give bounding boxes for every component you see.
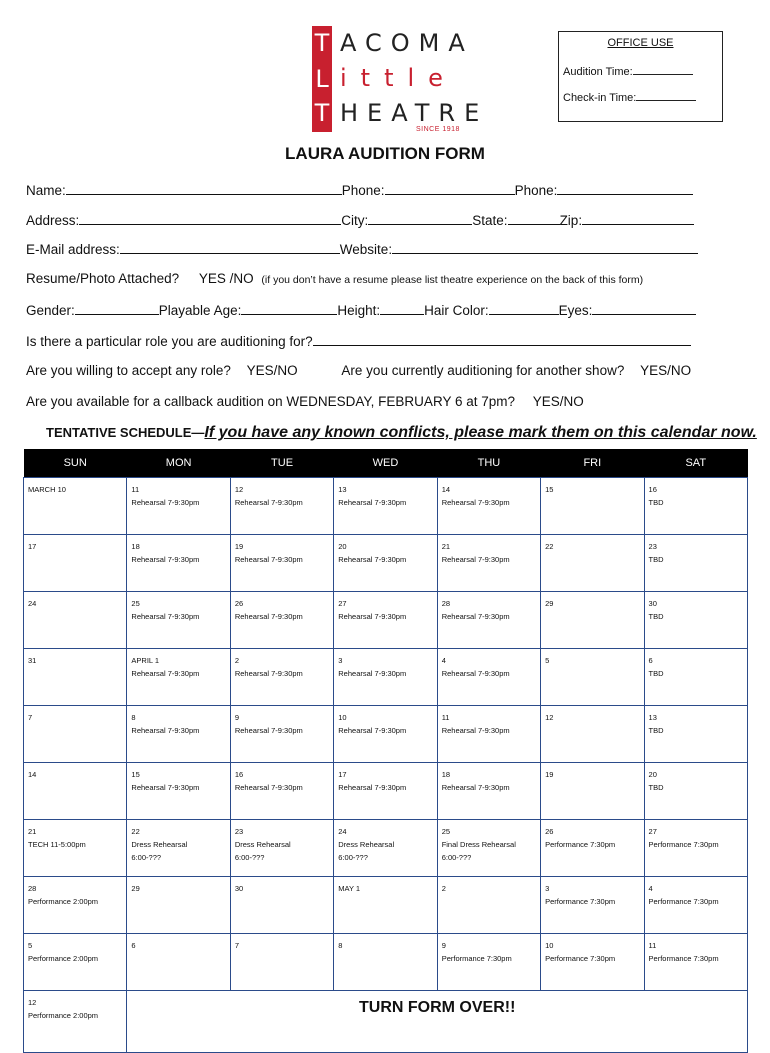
calendar-date: 15 xyxy=(131,770,140,779)
calendar-date: 2 xyxy=(441,884,446,893)
calendar-event: Performance 2:00pm xyxy=(28,1011,99,1020)
name-label: Name: xyxy=(26,183,66,198)
calendar-day-cell[interactable] xyxy=(541,877,644,934)
state-field[interactable] xyxy=(508,212,560,225)
any-role-yes-no[interactable]: YES/NO xyxy=(246,363,298,378)
calendar-day-cell[interactable] xyxy=(127,706,230,763)
schedule-label: TENTATIVE SCHEDULE— xyxy=(46,425,205,440)
calendar-day-cell[interactable] xyxy=(230,649,333,706)
calendar-date: 11 xyxy=(648,941,657,950)
calendar-event: Dress Rehearsal xyxy=(131,840,188,849)
city-field[interactable] xyxy=(368,212,472,225)
calendar-event: Final Dress Rehearsal xyxy=(441,840,516,849)
calendar-date: 26 xyxy=(234,599,244,608)
calendar-day-cell[interactable] xyxy=(24,991,127,1053)
calendar-day-cell[interactable] xyxy=(437,763,540,820)
calendar-week-row xyxy=(24,535,748,592)
calendar-event: TBD xyxy=(648,726,664,735)
checkin-time-label: Check-in Time: xyxy=(563,92,637,104)
calendar-event: Dress Rehearsal xyxy=(338,840,395,849)
calendar-event: Performance 7:30pm xyxy=(545,897,616,906)
state-label: State: xyxy=(472,213,508,228)
logo-since: SINCE 1918 xyxy=(416,126,460,133)
calendar-date: 22 xyxy=(131,827,140,836)
role-label: Is there a particular role you are auditioning for? xyxy=(26,334,313,349)
calendar-date: 29 xyxy=(545,599,554,608)
calendar-event: TBD xyxy=(648,783,664,792)
resume-row xyxy=(26,271,643,286)
any-role-row xyxy=(26,363,691,378)
calendar-event: Performance 2:00pm xyxy=(28,954,99,963)
calendar-event: TBD xyxy=(648,612,664,621)
calendar-day-cell[interactable] xyxy=(127,877,230,934)
calendar-date: 10 xyxy=(338,713,347,722)
calendar-date: 15 xyxy=(545,485,554,494)
calendar-event: Rehearsal 7-9:30pm xyxy=(441,498,510,507)
calendar-day-cell[interactable] xyxy=(541,934,644,991)
calendar-week-last xyxy=(24,991,748,1053)
calendar-date: 28 xyxy=(28,884,37,893)
calendar-date: MAY 1 xyxy=(338,884,361,893)
calendar-day-cell[interactable] xyxy=(541,649,644,706)
calendar-week-row xyxy=(24,763,748,820)
audition-time-line xyxy=(563,64,693,78)
calendar-week-row xyxy=(24,934,748,991)
playable-age-field[interactable] xyxy=(241,302,337,315)
calendar-day-cell[interactable] xyxy=(644,592,747,649)
calendar-day-cell[interactable] xyxy=(541,820,644,877)
calendar-day-cell[interactable] xyxy=(334,592,437,649)
calendar-date: 23 xyxy=(234,827,244,836)
calendar-date: 27 xyxy=(338,599,347,608)
calendar-date: 24 xyxy=(28,599,37,608)
calendar-event: Performance 7:30pm xyxy=(545,954,616,963)
calendar-date: 25 xyxy=(131,599,140,608)
calendar-header-row xyxy=(24,449,748,478)
calendar-date: 12 xyxy=(234,485,244,494)
calendar-date: 19 xyxy=(234,542,244,551)
calendar-day-cell[interactable] xyxy=(24,535,127,592)
calendar-date: 31 xyxy=(28,656,37,665)
callback-label: Are you available for a callback audition on WEDNESDAY, FEBRUARY 6 at 7pm? xyxy=(26,394,515,409)
day-header-mon: MON xyxy=(127,449,230,478)
calendar-day-cell[interactable] xyxy=(230,934,333,991)
calendar-event: TBD xyxy=(648,498,664,507)
resume-note: (if you don’t have a resume please list theatre experience on the back of this form) xyxy=(261,274,644,286)
calendar-date: 13 xyxy=(648,713,657,722)
calendar-day-cell[interactable] xyxy=(437,478,540,535)
calendar-event: Rehearsal 7-9:30pm xyxy=(338,669,407,678)
calendar-event: Rehearsal 7-9:30pm xyxy=(131,783,200,792)
height-field[interactable] xyxy=(380,302,424,315)
calendar-event: Rehearsal 7-9:30pm xyxy=(338,498,407,507)
calendar-event: Rehearsal 7-9:30pm xyxy=(441,726,510,735)
calendar-event: Rehearsal 7-9:30pm xyxy=(234,783,303,792)
calendar-date: 7 xyxy=(28,713,33,722)
schedule-calendar xyxy=(23,449,748,1053)
calendar-date: 20 xyxy=(338,542,347,551)
audition-time-field[interactable] xyxy=(633,64,693,75)
calendar-event: Performance 7:30pm xyxy=(545,840,616,849)
other-show-yes-no[interactable]: YES/NO xyxy=(640,363,692,378)
office-use-heading: OFFICE USE xyxy=(607,37,674,49)
calendar-day-cell[interactable] xyxy=(230,877,333,934)
logo-letter-l: L xyxy=(315,65,329,93)
height-label: Height: xyxy=(337,303,381,318)
calendar-event: Dress Rehearsal xyxy=(234,840,291,849)
calendar-day-cell[interactable] xyxy=(230,763,333,820)
calendar-event: Performance 2:00pm xyxy=(28,897,99,906)
resume-label: Resume/Photo Attached? xyxy=(26,271,180,286)
calendar-day-cell[interactable] xyxy=(127,478,230,535)
calendar-day-cell[interactable] xyxy=(127,763,230,820)
calendar-date: 10 xyxy=(545,941,554,950)
calendar-event: Rehearsal 7-9:30pm xyxy=(234,669,303,678)
calendar-day-cell[interactable] xyxy=(437,706,540,763)
calendar-date: 5 xyxy=(545,656,550,665)
calendar-event: Rehearsal 7-9:30pm xyxy=(234,612,303,621)
callback-yes-no[interactable]: YES/NO xyxy=(532,394,584,409)
calendar-day-cell[interactable] xyxy=(230,478,333,535)
calendar-event: Rehearsal 7-9:30pm xyxy=(131,612,200,621)
calendar-date: 8 xyxy=(131,713,136,722)
calendar-date: 28 xyxy=(441,599,451,608)
conflicts-instruction: If you have any known conflicts, please mark them on this calendar now. xyxy=(204,424,757,441)
calendar-event: Rehearsal 7-9:30pm xyxy=(234,498,303,507)
calendar-event: 6:00-??? xyxy=(441,853,472,862)
role-row xyxy=(26,333,691,349)
calendar-date: 29 xyxy=(131,884,140,893)
calendar-date: 4 xyxy=(648,884,653,893)
calendar-date: 11 xyxy=(441,713,450,722)
calendar-day-cell[interactable] xyxy=(24,592,127,649)
eyes-label: Eyes: xyxy=(558,303,593,318)
calendar-date: 23 xyxy=(648,542,657,551)
logo-red-bar xyxy=(312,26,332,132)
calendar-day-cell[interactable] xyxy=(541,535,644,592)
phone-label: Phone: xyxy=(341,183,385,198)
calendar-day-cell[interactable] xyxy=(24,877,127,934)
theatre-logo xyxy=(312,22,489,140)
calendar-date: 14 xyxy=(28,770,37,779)
calendar-date: 30 xyxy=(234,884,244,893)
calendar-day-cell[interactable] xyxy=(334,820,437,877)
city-label: City: xyxy=(341,213,369,228)
calendar-date: 3 xyxy=(545,884,550,893)
calendar-date: 16 xyxy=(648,485,657,494)
address-row xyxy=(26,212,694,228)
callback-row xyxy=(26,394,584,409)
calendar-day-cell[interactable] xyxy=(644,649,747,706)
calendar-day-cell[interactable] xyxy=(24,934,127,991)
calendar-event: Performance 7:30pm xyxy=(648,897,719,906)
calendar-event: 6:00-??? xyxy=(338,853,368,862)
calendar-date: 14 xyxy=(441,485,451,494)
calendar-event: Rehearsal 7-9:30pm xyxy=(338,726,407,735)
calendar-day-cell[interactable] xyxy=(644,934,747,991)
calendar-week-row xyxy=(24,592,748,649)
email-label: E-Mail address: xyxy=(26,242,120,257)
playable-age-label: Playable Age: xyxy=(158,303,242,318)
calendar-day-cell[interactable] xyxy=(334,478,437,535)
calendar-date: 20 xyxy=(648,770,657,779)
hair-color-field[interactable] xyxy=(489,302,559,315)
calendar-day-cell[interactable] xyxy=(644,820,747,877)
calendar-date: 7 xyxy=(234,941,240,950)
calendar-day-cell[interactable] xyxy=(24,820,127,877)
calendar-event: Rehearsal 7-9:30pm xyxy=(441,555,510,564)
day-header-sat: SAT xyxy=(644,449,747,478)
calendar-week-row xyxy=(24,478,748,535)
calendar-day-cell[interactable] xyxy=(437,592,540,649)
day-header-fri: FRI xyxy=(541,449,644,478)
calendar-date: 3 xyxy=(338,656,343,665)
checkin-time-field[interactable] xyxy=(636,90,696,101)
calendar-event: Rehearsal 7-9:30pm xyxy=(441,612,510,621)
calendar-event: TBD xyxy=(648,555,664,564)
calendar-date: 5 xyxy=(28,941,33,950)
zip-field[interactable] xyxy=(582,212,694,225)
calendar-day-cell[interactable] xyxy=(541,592,644,649)
calendar-day-cell[interactable] xyxy=(127,934,230,991)
calendar-day-cell[interactable] xyxy=(437,649,540,706)
email-website-row xyxy=(26,241,698,257)
calendar-date: 18 xyxy=(131,542,140,551)
calendar-date: 9 xyxy=(234,713,240,722)
logo-ittle: ittle xyxy=(340,64,457,92)
calendar-date: 17 xyxy=(28,542,37,551)
calendar-week-row xyxy=(24,877,748,934)
any-role-label: Are you willing to accept any role? xyxy=(26,363,231,378)
calendar-week-row xyxy=(24,649,748,706)
calendar-date: 17 xyxy=(338,770,347,779)
calendar-event: Rehearsal 7-9:30pm xyxy=(131,669,200,678)
calendar-day-cell[interactable] xyxy=(644,877,747,934)
calendar-date: 6 xyxy=(131,941,136,950)
calendar-date: 18 xyxy=(441,770,451,779)
calendar-day-cell[interactable] xyxy=(127,649,230,706)
calendar-date: 12 xyxy=(545,713,554,722)
checkin-time-line xyxy=(563,90,696,104)
calendar-week-row xyxy=(24,706,748,763)
website-field[interactable] xyxy=(392,241,698,254)
day-header-tue: TUE xyxy=(230,449,333,478)
calendar-date: 27 xyxy=(648,827,657,836)
turn-form-over: TURN FORM OVER!! xyxy=(127,991,748,1053)
calendar-date: 25 xyxy=(441,827,451,836)
schedule-heading xyxy=(46,424,757,442)
calendar-day-cell[interactable] xyxy=(541,706,644,763)
calendar-date: 2 xyxy=(234,656,240,665)
hair-color-label: Hair Color: xyxy=(424,303,489,318)
day-header-sun: SUN xyxy=(24,449,127,478)
logo-letter-t2: T xyxy=(314,99,330,127)
calendar-day-cell[interactable] xyxy=(230,820,333,877)
calendar-date: MARCH 10 xyxy=(28,485,66,494)
calendar-day-cell[interactable] xyxy=(24,706,127,763)
calendar-event: Rehearsal 7-9:30pm xyxy=(131,498,200,507)
calendar-event: Performance 7:30pm xyxy=(441,954,512,963)
other-show-label: Are you currently auditioning for another show? xyxy=(341,363,625,378)
calendar-day-cell[interactable] xyxy=(127,535,230,592)
calendar-date: 16 xyxy=(234,770,244,779)
calendar-day-cell[interactable] xyxy=(24,763,127,820)
calendar-date: 6 xyxy=(648,656,653,665)
calendar-event: Rehearsal 7-9:30pm xyxy=(338,783,407,792)
calendar-event: TECH 11-5:00pm xyxy=(28,840,86,849)
calendar-date: 21 xyxy=(441,542,451,551)
calendar-date: 8 xyxy=(338,941,343,950)
calendar-date: 24 xyxy=(338,827,347,836)
calendar-date: 11 xyxy=(131,485,140,494)
phone2-field[interactable] xyxy=(557,182,693,195)
logo-acoma: ACOMA xyxy=(340,29,474,57)
phone-field[interactable] xyxy=(385,182,515,195)
physical-row xyxy=(26,302,696,318)
calendar-date: 4 xyxy=(441,656,446,665)
calendar-day-cell[interactable] xyxy=(437,535,540,592)
email-field[interactable] xyxy=(120,241,340,254)
calendar-day-cell[interactable] xyxy=(541,763,644,820)
calendar-day-cell[interactable] xyxy=(334,535,437,592)
calendar-day-cell[interactable] xyxy=(334,877,437,934)
phone2-label: Phone: xyxy=(514,183,558,198)
resume-yes-no[interactable]: YES /NO xyxy=(198,271,254,286)
calendar-event: 6:00-??? xyxy=(131,853,162,862)
calendar-day-cell[interactable] xyxy=(644,535,747,592)
calendar-week-row xyxy=(24,820,748,877)
calendar-date: 30 xyxy=(648,599,657,608)
calendar-date: 9 xyxy=(441,941,446,950)
calendar-date: 26 xyxy=(545,827,554,836)
calendar-day-cell[interactable] xyxy=(334,763,437,820)
website-label: Website: xyxy=(339,242,393,257)
logo-heatre: HEATRE xyxy=(340,99,489,127)
calendar-day-cell[interactable] xyxy=(644,478,747,535)
eyes-field[interactable] xyxy=(592,302,696,315)
calendar-day-cell[interactable] xyxy=(127,820,230,877)
zip-label: Zip: xyxy=(559,213,583,228)
logo-letter-t: T xyxy=(314,29,330,57)
gender-field[interactable] xyxy=(75,302,159,315)
calendar-event: Rehearsal 7-9:30pm xyxy=(338,612,407,621)
calendar-day-cell[interactable] xyxy=(541,478,644,535)
calendar-event: Rehearsal 7-9:30pm xyxy=(441,783,510,792)
gender-label: Gender: xyxy=(26,303,75,318)
calendar-event: Rehearsal 7-9:30pm xyxy=(338,555,407,564)
calendar-day-cell[interactable] xyxy=(24,478,127,535)
calendar-day-cell[interactable] xyxy=(437,877,540,934)
calendar-day-cell[interactable] xyxy=(230,592,333,649)
address-label: Address: xyxy=(26,213,80,228)
calendar-event: Performance 7:30pm xyxy=(648,840,719,849)
role-field[interactable] xyxy=(313,333,691,346)
calendar-day-cell[interactable] xyxy=(334,649,437,706)
name-phone-row xyxy=(26,182,693,198)
calendar-day-cell[interactable] xyxy=(334,706,437,763)
calendar-event: Rehearsal 7-9:30pm xyxy=(441,669,510,678)
calendar-date: APRIL 1 xyxy=(131,656,160,665)
calendar-event: TBD xyxy=(648,669,664,678)
calendar-day-cell[interactable] xyxy=(230,706,333,763)
calendar-event: Rehearsal 7-9:30pm xyxy=(131,555,200,564)
office-use-box xyxy=(558,31,723,122)
calendar-date: 22 xyxy=(545,542,554,551)
calendar-day-cell[interactable] xyxy=(334,934,437,991)
form-title: LAURA AUDITION FORM xyxy=(285,144,485,163)
calendar-day-cell[interactable] xyxy=(230,535,333,592)
calendar-event: Rehearsal 7-9:30pm xyxy=(131,726,200,735)
calendar-event: Rehearsal 7-9:30pm xyxy=(234,726,303,735)
audition-time-label: Audition Time: xyxy=(563,66,633,78)
calendar-day-cell[interactable] xyxy=(644,763,747,820)
calendar-day-cell[interactable] xyxy=(127,592,230,649)
calendar-date: 19 xyxy=(545,770,554,779)
calendar-event: Rehearsal 7-9:30pm xyxy=(234,555,303,564)
address-field[interactable] xyxy=(79,212,341,225)
day-header-thu: THU xyxy=(437,449,540,478)
calendar-event: Performance 7:30pm xyxy=(648,954,719,963)
calendar-day-cell[interactable] xyxy=(437,820,540,877)
calendar-event: 6:00-??? xyxy=(234,853,265,862)
calendar-date: 12 xyxy=(28,998,37,1007)
calendar-day-cell[interactable] xyxy=(437,934,540,991)
calendar-day-cell[interactable] xyxy=(644,706,747,763)
day-header-wed: WED xyxy=(334,449,437,478)
calendar-date: 21 xyxy=(28,827,37,836)
name-field[interactable] xyxy=(66,182,342,195)
calendar-day-cell[interactable] xyxy=(24,649,127,706)
calendar-date: 13 xyxy=(338,485,347,494)
